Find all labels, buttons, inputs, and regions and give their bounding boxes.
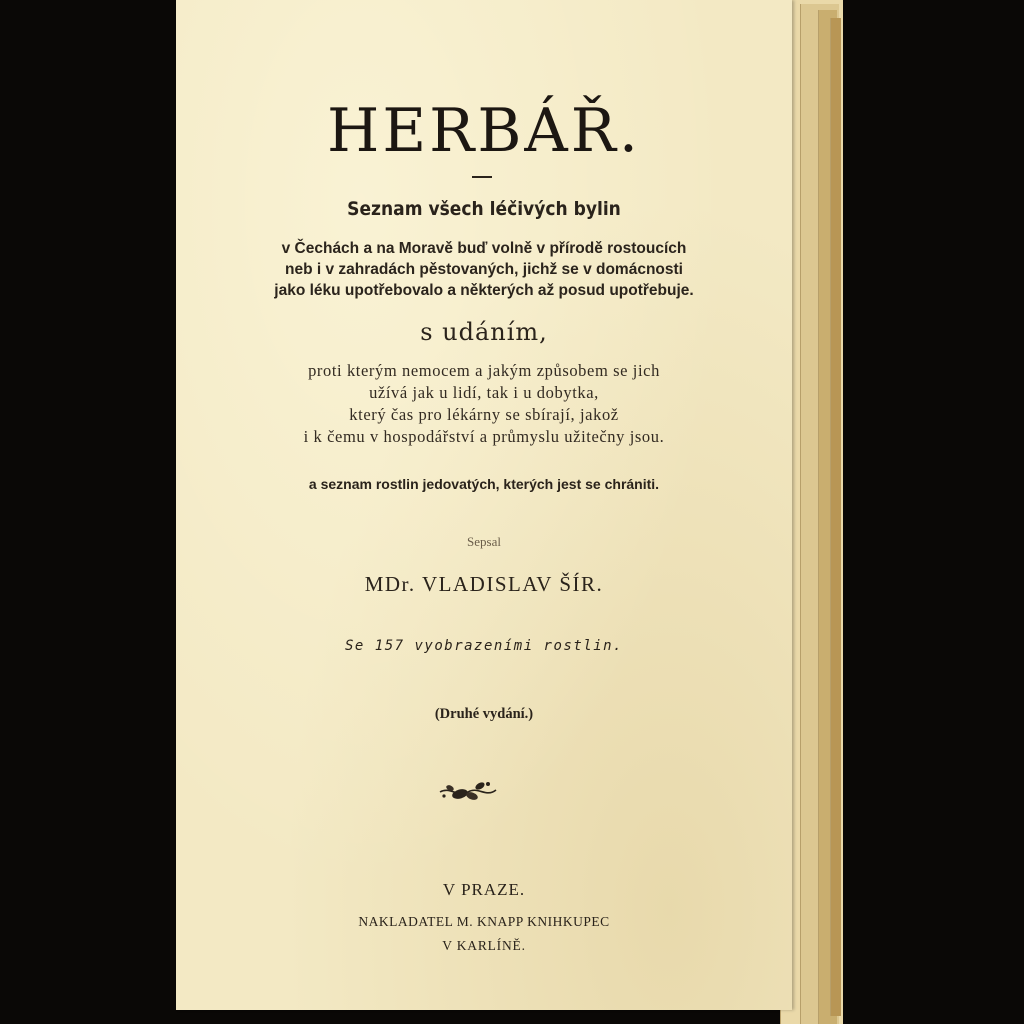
usage-line: který čas pro lékárny se sbírají, jakož xyxy=(349,405,619,424)
usage-paragraph xyxy=(176,360,792,448)
usage-line: proti kterým nemocem a jakým způsobem se jich xyxy=(308,361,660,380)
edition-note: (Druhé vydání.) xyxy=(434,706,534,722)
description-line: neb i v zahradách pěstovaných, jichž se v domácnosti xyxy=(285,261,683,278)
publisher-place: V KARLÍNĚ. xyxy=(442,938,526,953)
s-udanim-heading: s udáním, xyxy=(420,318,548,346)
description-line: jako léku upotřebovalo a některých až posud upotřebuje. xyxy=(274,282,694,299)
title-page xyxy=(176,0,792,1010)
publisher-line: NAKLADATEL M. KNAPP KNIHKUPEC xyxy=(358,914,610,929)
author-name: MDr. VLADISLAV ŠÍR. xyxy=(364,572,604,596)
description-paragraph xyxy=(176,238,792,301)
sepsal-label: Sepsal xyxy=(467,534,501,549)
book-subtitle: Seznam všech léčivých bylin xyxy=(347,198,621,220)
page-edge xyxy=(830,18,841,1016)
usage-line: užívá jak u lidí, tak i u dobytka, xyxy=(369,383,599,402)
city-line: V PRAZE. xyxy=(442,880,526,899)
poison-note: a seznam rostlin jedovatých, kterých jest se chrániti. xyxy=(308,476,660,492)
leaf-vignette-icon xyxy=(436,776,500,806)
illustrations-note: Se 157 vyobrazeními rostlin. xyxy=(344,638,623,654)
book-title: HERBÁŘ. xyxy=(327,96,641,166)
title-divider xyxy=(472,176,492,178)
description-line: v Čechách a na Moravě buď volně v přírodě rostoucích xyxy=(281,240,687,257)
usage-line: i k čemu v hospodářství a průmyslu užitečny jsou. xyxy=(303,427,665,446)
